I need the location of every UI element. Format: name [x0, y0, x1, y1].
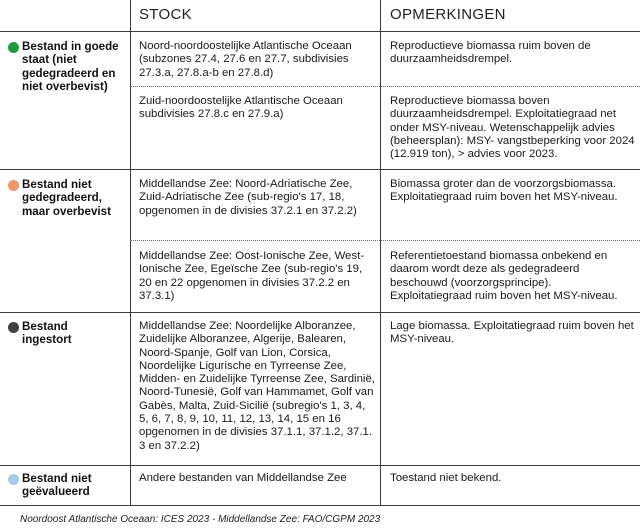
row-divider — [130, 240, 640, 241]
remark-cell: Lage biomassa. Exploitatiegraad ruim boven het MSY-niveau. — [390, 320, 634, 346]
stock-cell: Middellandse Zee: Oost-Ionische Zee, West-Ionische Zee, Egeïsche Zee (sub-regio's 19, 20 en 22 opgenomen in divisies 37.2.2 en 37.3.1) — [139, 250, 365, 302]
stock-cell: Middellandse Zee: Noordelijke Alboranzee, Zuidelijke Alboranzee, Algerije, Balearen, Noord-Spanje, Golf van Lion, Corsica, Noordelijke Ligurische en Tyrreense Zee, Midden- en Zuidelijke Tyrreense Zee, Sardinië, Noord-Tunesië, Golf van Hammamet, Golf van Gabès, Malta, Zuid-Sicilië (subregio's 1, 3, 4, 5, 6, 7, 8, 9, 10, 11, 12, 13, 14, 15 en 16 opgenomen in de divisies 37.1.1, 37.1.2, 37.1. 3 en 37.2.2) — [139, 320, 375, 452]
status-label: Bestand niet geëvalueerd — [22, 472, 92, 499]
status-label: Bestand niet gedegradeerd, maar overbevist — [22, 178, 111, 218]
header-stock: STOCK — [139, 6, 192, 23]
header-remarks: OPMERKINGEN — [390, 6, 506, 23]
status-dot-orange — [8, 180, 19, 191]
source-footnote: Noordoost Atlantische Oceaan: ICES 2023 - Middellandse Zee: FAO/CGPM 2023 — [20, 514, 381, 525]
remark-cell: Reproductieve biomassa boven duurzaamheidsdrempel. Exploitatiegraad net onder MSY-niveau. Wetenschappelijk advies (beheersplan): MSY- vangstbeperking voor 2024 (12.919 ton), > advies voor 2023. — [390, 95, 635, 161]
stock-cell: Middellandse Zee: Noord-Adriatische Zee, Zuid-Adriatische Zee (sub-regio's 17, 18, opgenomen in de divisies 37.2.1 en 37.2.2) — [139, 178, 357, 217]
stock-cell: Noord-noordoostelijke Atlantische Oceaan (subzones 27.4, 27.6 en 27.7, subdivisies 27.3.a, 27.8.a-b en 27.8.d) — [139, 40, 352, 79]
status-dot-dark — [8, 322, 19, 333]
group-divider — [0, 465, 640, 466]
status-label: Bestand ingestort — [22, 320, 72, 347]
stock-cell: Zuid-noordoostelijke Atlantische Oceaan subdivisies 27.8.c en 27.9.a) — [139, 95, 343, 121]
table-bottom-rule — [0, 505, 640, 506]
remark-cell: Reproductieve biomassa ruim boven de duurzaamheidsdrempel. — [390, 40, 591, 66]
status-dot-green — [8, 42, 19, 53]
header-rule — [0, 31, 640, 32]
status-dot-lightblue — [8, 474, 19, 485]
status-label: Bestand in goede staat (niet gedegradeerd en niet overbevist) — [22, 40, 119, 93]
group-divider — [0, 312, 640, 313]
column-divider-left — [130, 0, 131, 505]
remark-cell: Biomassa groter dan de voorzorgsbiomassa. Exploitatiegraad ruim boven het MSY-niveau. — [390, 178, 618, 204]
column-divider-right — [380, 0, 381, 505]
stock-cell: Andere bestanden van Middellandse Zee — [139, 472, 347, 484]
remark-cell: Referentietoestand biomassa onbekend en daarom wordt deze als gedegradeerd beschouwd (voorzorgsprincipe). Exploitatiegraad ruim boven het MSY-niveau. — [390, 250, 618, 302]
row-divider — [130, 86, 640, 87]
remark-cell: Toestand niet bekend. — [390, 472, 502, 484]
group-divider — [0, 169, 640, 170]
